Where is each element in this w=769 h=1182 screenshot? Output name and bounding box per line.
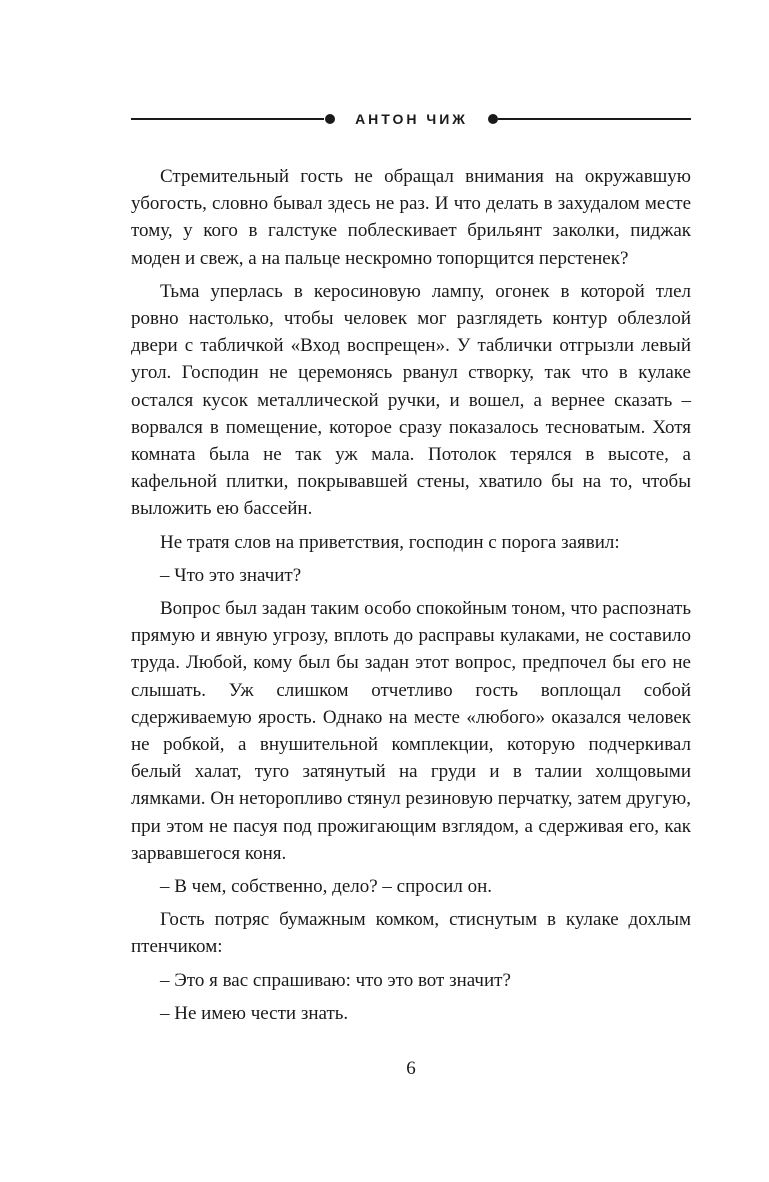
- dialogue-line: – В чем, собственно, дело? – спросил он.: [160, 876, 492, 898]
- header-rule-right: [498, 118, 691, 120]
- dialogue-line: – Не имею чести знать.: [160, 1002, 349, 1024]
- dialogue-line: – Что это значит?: [160, 564, 302, 586]
- paragraph: Тьма уперлась в керосиновую лампу, огонек в которой тлел ровно настолько, чтобы человек мог разглядеть контур облезлой двери с табличкой «Вход воспрещен». У таблички отгрызли левый угол. Господин не церемонясь рванул створку, так что в кулаке остался кусок металлической ручки, и вошел, а вернее сказать – ворвался в помещение, которое сразу показалось тесноватым. Хотя комната была не так уж мала. Потолок терялся в высоте, а кафельной плитки, покрывавшей стены, хватило бы на то, чтобы выложить ею бассейн.: [131, 280, 691, 520]
- paragraph: Гость потряс бумажным комком, стиснутым в кулаке дохлым птенчиком:: [131, 909, 691, 958]
- page-body: [131, 163, 691, 1033]
- header-bullet-left: [325, 114, 335, 124]
- dialogue-line: – Это я вас спрашиваю: что это вот значит?: [160, 969, 511, 991]
- header-author: АНТОН ЧИЖ: [355, 111, 468, 127]
- header-rule-left: [131, 118, 324, 120]
- running-header: [131, 106, 691, 132]
- header-bullet-right: [488, 114, 498, 124]
- paragraph: Не тратя слов на приветствия, господин с порога заявил:: [160, 531, 620, 553]
- paragraph: Стремительный гость не обращал внимания на окружавшую убогость, словно бывал здесь не раз. И что делать в захудалом месте тому, у кого в галстуке поблескивает брильянт заколки, пиджак моден и свеж, а на пальце нескромно топорщится перстенек?: [131, 166, 691, 269]
- paragraph: Вопрос был задан таким особо спокойным тоном, что распознать прямую и явную угрозу, вплоть до расправы кулаками, не составило труда. Любой, кому был бы задан этот вопрос, предпочел бы его не слышать. Уж слишком отчетливо гость воплощал собой сдерживаемую ярость. Однако на месте «любого» оказался человек не робкой, а внушительной комплекции, которую подчеркивал белый халат, туго затянутый на груди и в талии холщовыми лямками. Он неторопливо стянул резиновую перчатку, затем другую, при этом не пасуя под прожигающим взглядом, а сдерживая его, как зарвавшегося коня.: [131, 598, 691, 864]
- page-number: 6: [406, 1058, 416, 1079]
